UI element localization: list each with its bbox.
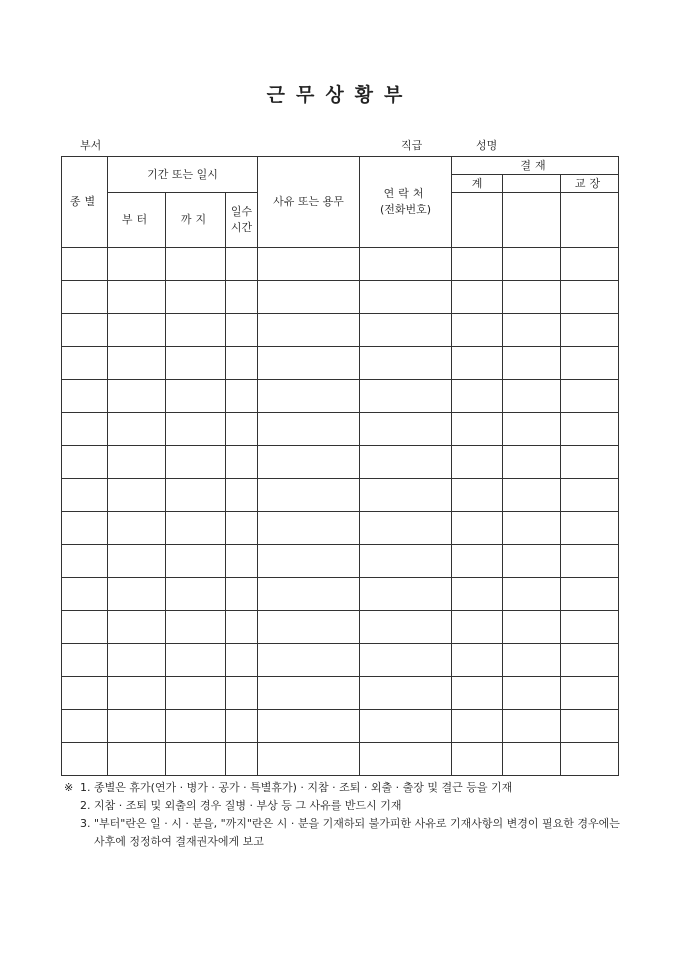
reason-cell[interactable] <box>258 677 360 710</box>
sign-cell-2[interactable] <box>503 446 561 479</box>
table-row <box>62 281 619 314</box>
sign-cell-1[interactable] <box>452 281 503 314</box>
sign-cell-1[interactable] <box>452 380 503 413</box>
approver-2 <box>503 175 561 193</box>
sign-cell-2[interactable] <box>503 281 561 314</box>
days-header-line1: 일수 <box>230 205 253 218</box>
to-cell[interactable] <box>166 479 226 512</box>
contact-cell[interactable] <box>360 413 452 446</box>
type-cell[interactable] <box>62 380 108 413</box>
reason-cell[interactable] <box>258 413 360 446</box>
days-cell[interactable] <box>226 380 258 413</box>
days-cell[interactable] <box>226 644 258 677</box>
table-row <box>62 446 619 479</box>
table-row <box>62 677 619 710</box>
contact-header <box>360 157 452 248</box>
reason-cell[interactable] <box>258 710 360 743</box>
contact-cell[interactable] <box>360 347 452 380</box>
type-header: 종별 <box>62 157 108 248</box>
sign-cell-3[interactable] <box>561 446 619 479</box>
note-item <box>64 815 624 851</box>
days-header-line2: 시간 <box>230 221 253 234</box>
sign-cell-1[interactable] <box>452 248 503 281</box>
table-row <box>62 413 619 446</box>
sign-cell-3[interactable] <box>561 281 619 314</box>
note-text: 종별은 휴가(연가 · 병가 · 공가 · 특별휴가) · 지참 · 조퇴 · 외출 · 출장 및 결근 등을 기재 <box>94 781 513 794</box>
from-cell[interactable] <box>108 281 166 314</box>
contact-cell[interactable] <box>360 446 452 479</box>
from-cell[interactable] <box>108 248 166 281</box>
sign-cell-2[interactable] <box>503 248 561 281</box>
days-cell[interactable] <box>226 512 258 545</box>
from-cell[interactable] <box>108 578 166 611</box>
note-number: 3. <box>80 817 91 830</box>
reason-cell[interactable] <box>258 743 360 776</box>
contact-cell[interactable] <box>360 677 452 710</box>
contact-cell[interactable] <box>360 611 452 644</box>
from-cell[interactable] <box>108 710 166 743</box>
note-number: 2. <box>80 799 91 812</box>
sign-cell-3[interactable] <box>561 644 619 677</box>
to-cell[interactable] <box>166 446 226 479</box>
days-cell[interactable] <box>226 446 258 479</box>
name-label: 성명 <box>476 139 498 152</box>
type-cell[interactable] <box>62 512 108 545</box>
sign-cell-1[interactable] <box>452 710 503 743</box>
sign-cell-2[interactable] <box>503 743 561 776</box>
days-cell[interactable] <box>226 743 258 776</box>
days-cell[interactable] <box>226 347 258 380</box>
to-cell[interactable] <box>166 281 226 314</box>
contact-cell[interactable] <box>360 248 452 281</box>
from-cell[interactable] <box>108 380 166 413</box>
reason-cell[interactable] <box>258 281 360 314</box>
contact-cell[interactable] <box>360 743 452 776</box>
page-title: 근무상황부 <box>266 84 414 106</box>
days-cell[interactable] <box>226 677 258 710</box>
type-cell[interactable] <box>62 248 108 281</box>
sign-cell-2[interactable] <box>503 413 561 446</box>
sign-cell-3[interactable] <box>561 611 619 644</box>
days-cell[interactable] <box>226 611 258 644</box>
contact-cell[interactable] <box>360 644 452 677</box>
sign-cell-3[interactable] <box>561 248 619 281</box>
note-text: 지참 · 조퇴 및 외출의 경우 질병 · 부상 등 그 사유를 반드시 기재 <box>94 799 402 812</box>
from-cell[interactable] <box>108 644 166 677</box>
type-cell[interactable] <box>62 413 108 446</box>
period-header: 기간 또는 일시 <box>108 157 258 193</box>
approval-sign-1[interactable] <box>452 193 503 248</box>
from-cell[interactable] <box>108 413 166 446</box>
approval-sign-3[interactable] <box>561 193 619 248</box>
sign-cell-2[interactable] <box>503 314 561 347</box>
from-cell[interactable] <box>108 512 166 545</box>
from-cell[interactable] <box>108 479 166 512</box>
to-cell[interactable] <box>166 413 226 446</box>
sign-cell-1[interactable] <box>452 743 503 776</box>
type-cell[interactable] <box>62 347 108 380</box>
to-cell[interactable] <box>166 611 226 644</box>
to-cell[interactable] <box>166 248 226 281</box>
from-cell[interactable] <box>108 446 166 479</box>
reason-cell[interactable] <box>258 611 360 644</box>
sign-cell-2[interactable] <box>503 380 561 413</box>
to-cell[interactable] <box>166 677 226 710</box>
note-text: "부터"란은 일 · 시 · 분을, "까지"란은 시 · 분을 기재하되 불가피한 사유로 기재사항의 변경이 필요한 경우에는 사후에 정정하여 결재권자에게 보고 <box>94 817 620 848</box>
from-cell[interactable] <box>108 677 166 710</box>
table-row <box>62 644 619 677</box>
sign-cell-2[interactable] <box>503 512 561 545</box>
table-row <box>62 380 619 413</box>
type-cell[interactable] <box>62 314 108 347</box>
to-cell[interactable] <box>166 644 226 677</box>
note-number: 1. <box>80 781 91 794</box>
type-cell[interactable] <box>62 677 108 710</box>
reason-cell[interactable] <box>258 512 360 545</box>
from-cell[interactable] <box>108 611 166 644</box>
sign-cell-2[interactable] <box>503 710 561 743</box>
type-cell[interactable] <box>62 644 108 677</box>
contact-cell[interactable] <box>360 380 452 413</box>
sign-cell-2[interactable] <box>503 545 561 578</box>
days-cell[interactable] <box>226 413 258 446</box>
days-cell[interactable] <box>226 545 258 578</box>
contact-cell[interactable] <box>360 281 452 314</box>
from-cell[interactable] <box>108 545 166 578</box>
contact-cell[interactable] <box>360 545 452 578</box>
table-row <box>62 545 619 578</box>
sign-cell-3[interactable] <box>561 710 619 743</box>
sign-cell-3[interactable] <box>561 578 619 611</box>
sign-cell-1[interactable] <box>452 545 503 578</box>
type-cell[interactable] <box>62 281 108 314</box>
type-cell[interactable] <box>62 611 108 644</box>
reason-cell[interactable] <box>258 380 360 413</box>
days-cell[interactable] <box>226 248 258 281</box>
sign-cell-2[interactable] <box>503 644 561 677</box>
note-item <box>64 779 624 797</box>
approver-1: 계 <box>452 175 503 193</box>
notes <box>64 779 624 851</box>
contact-cell[interactable] <box>360 512 452 545</box>
sign-cell-3[interactable] <box>561 479 619 512</box>
sign-cell-1[interactable] <box>452 644 503 677</box>
from-cell[interactable] <box>108 314 166 347</box>
days-cell[interactable] <box>226 479 258 512</box>
contact-cell[interactable] <box>360 314 452 347</box>
note-item <box>64 797 624 815</box>
type-cell[interactable] <box>62 545 108 578</box>
reason-cell[interactable] <box>258 479 360 512</box>
type-cell[interactable] <box>62 446 108 479</box>
approver-3: 교장 <box>561 175 619 193</box>
contact-cell[interactable] <box>360 710 452 743</box>
to-cell[interactable] <box>166 710 226 743</box>
table-row <box>62 710 619 743</box>
to-cell[interactable] <box>166 545 226 578</box>
from-cell[interactable] <box>108 743 166 776</box>
sign-cell-2[interactable] <box>503 479 561 512</box>
sign-cell-3[interactable] <box>561 743 619 776</box>
dept-label: 부서 <box>80 139 102 152</box>
days-cell[interactable] <box>226 578 258 611</box>
table-row <box>62 479 619 512</box>
table-row <box>62 578 619 611</box>
days-header <box>226 193 258 248</box>
sign-cell-2[interactable] <box>503 677 561 710</box>
contact-header-line1: 연락처 <box>383 187 428 200</box>
sign-cell-3[interactable] <box>561 512 619 545</box>
sign-cell-3[interactable] <box>561 677 619 710</box>
sign-cell-3[interactable] <box>561 545 619 578</box>
rank-label: 직급 <box>401 139 423 152</box>
to-cell[interactable] <box>166 347 226 380</box>
reason-cell[interactable] <box>258 545 360 578</box>
to-header: 까지 <box>166 193 226 248</box>
sign-cell-2[interactable] <box>503 347 561 380</box>
sign-cell-1[interactable] <box>452 677 503 710</box>
attendance-table <box>61 156 619 776</box>
sign-cell-3[interactable] <box>561 380 619 413</box>
type-cell[interactable] <box>62 710 108 743</box>
sign-cell-3[interactable] <box>561 413 619 446</box>
table-body <box>62 248 619 776</box>
table-row <box>62 512 619 545</box>
to-cell[interactable] <box>166 314 226 347</box>
sign-cell-1[interactable] <box>452 413 503 446</box>
reason-cell[interactable] <box>258 248 360 281</box>
type-cell[interactable] <box>62 578 108 611</box>
table-row <box>62 314 619 347</box>
contact-cell[interactable] <box>360 578 452 611</box>
sign-cell-2[interactable] <box>503 611 561 644</box>
sign-cell-1[interactable] <box>452 446 503 479</box>
reason-cell[interactable] <box>258 314 360 347</box>
approval-sign-2[interactable] <box>503 193 561 248</box>
sign-cell-3[interactable] <box>561 347 619 380</box>
reason-cell[interactable] <box>258 347 360 380</box>
reason-cell[interactable] <box>258 578 360 611</box>
table-row <box>62 248 619 281</box>
days-cell[interactable] <box>226 281 258 314</box>
contact-cell[interactable] <box>360 479 452 512</box>
type-cell[interactable] <box>62 743 108 776</box>
type-cell[interactable] <box>62 479 108 512</box>
sign-cell-1[interactable] <box>452 347 503 380</box>
note-mark: ※ <box>64 781 74 794</box>
days-cell[interactable] <box>226 314 258 347</box>
from-header: 부터 <box>108 193 166 248</box>
to-cell[interactable] <box>166 380 226 413</box>
sign-cell-1[interactable] <box>452 611 503 644</box>
sign-cell-3[interactable] <box>561 314 619 347</box>
to-cell[interactable] <box>166 578 226 611</box>
reason-cell[interactable] <box>258 446 360 479</box>
sign-cell-1[interactable] <box>452 512 503 545</box>
reason-header: 사유 또는 용무 <box>258 157 360 248</box>
approval-header: 결재 <box>452 157 619 175</box>
to-cell[interactable] <box>166 743 226 776</box>
table-row <box>62 347 619 380</box>
sign-cell-1[interactable] <box>452 479 503 512</box>
contact-header-line2: (전화번호) <box>379 203 432 216</box>
days-cell[interactable] <box>226 710 258 743</box>
table-row <box>62 611 619 644</box>
sign-cell-1[interactable] <box>452 578 503 611</box>
sign-cell-2[interactable] <box>503 578 561 611</box>
reason-cell[interactable] <box>258 644 360 677</box>
sign-cell-1[interactable] <box>452 314 503 347</box>
from-cell[interactable] <box>108 347 166 380</box>
to-cell[interactable] <box>166 512 226 545</box>
table-row <box>62 743 619 776</box>
